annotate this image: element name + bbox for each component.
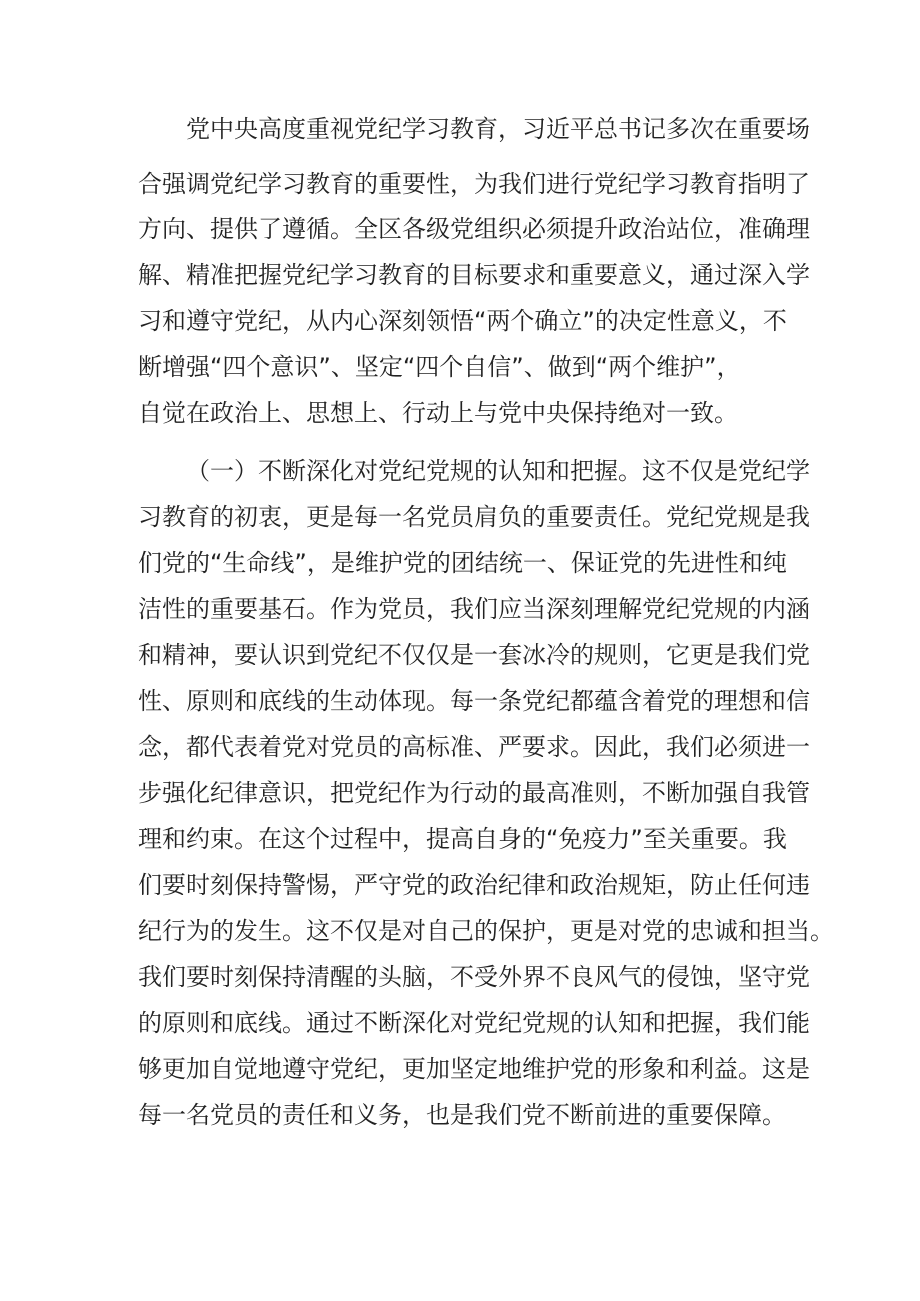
paragraph-line: 党中央高度重视党纪学习教育，习近平总书记多次在重要场 bbox=[186, 115, 810, 143]
paragraph-line: 们要时刻保持警惕，严守党的政治纪律和政治规矩，防止任何违 bbox=[138, 871, 810, 899]
paragraph-line: 的原则和底线。通过不断深化对党纪党规的认知和把握，我们能 bbox=[138, 1009, 810, 1037]
paragraph-line: 习和遵守党纪，从内心深刻领悟“两个确立”的决定性意义，不 bbox=[138, 307, 787, 335]
section-heading-line: （一）不断深化对党纪党规的认知和把握。这不仅是党纪学 bbox=[186, 457, 810, 485]
paragraph-line: 方向、提供了遵循。全区各级党组织必须提升政治站位，准确理 bbox=[138, 215, 810, 243]
paragraph-line: 够更加自觉地遵守党纪，更加坚定地维护党的形象和利益。这是 bbox=[138, 1055, 810, 1083]
paragraph-line: 合强调党纪学习教育的重要性，为我们进行党纪学习教育指明了 bbox=[138, 170, 810, 198]
paragraph-line: 解、精准把握党纪学习教育的目标要求和重要意义，通过深入学 bbox=[138, 261, 810, 289]
paragraph-line: 洁性的重要基石。作为党员，我们应当深刻理解党纪党规的内涵 bbox=[138, 595, 810, 623]
paragraph-line: 性、原则和底线的生动体现。每一条党纪都蕴含着党的理想和信 bbox=[138, 687, 810, 715]
paragraph-line: 步强化纪律意识，把党纪作为行动的最高准则，不断加强自我管 bbox=[138, 779, 810, 807]
paragraph-line: 念，都代表着党对党员的高标准、严要求。因此，我们必须进一 bbox=[138, 733, 810, 761]
paragraph-line: 和精神，要认识到党纪不仅仅是一套冰冷的规则，它更是我们党 bbox=[138, 641, 810, 669]
paragraph-line: 理和约束。在这个过程中，提高自身的“免疫力”至关重要。我 bbox=[138, 825, 787, 853]
paragraph-line: 断增强“四个意识”、坚定“四个自信”、做到“两个维护”， bbox=[138, 353, 741, 381]
paragraph-line: 自觉在政治上、思想上、行动上与党中央保持绝对一致。 bbox=[138, 399, 738, 427]
paragraph-line: 纪行为的发生。这不仅是对自己的保护，更是对党的忠诚和担当。 bbox=[138, 917, 834, 945]
paragraph-line: 们党的“生命线”，是维护党的团结统一、保证党的先进性和纯 bbox=[138, 549, 787, 577]
paragraph-line: 我们要时刻保持清醒的头脑，不受外界不良风气的侵蚀，坚守党 bbox=[138, 963, 810, 991]
paragraph-line: 习教育的初衷，更是每一名党员肩负的重要责任。党纪党规是我 bbox=[138, 503, 810, 531]
paragraph-line: 每一名党员的责任和义务，也是我们党不断前进的重要保障。 bbox=[138, 1101, 786, 1129]
